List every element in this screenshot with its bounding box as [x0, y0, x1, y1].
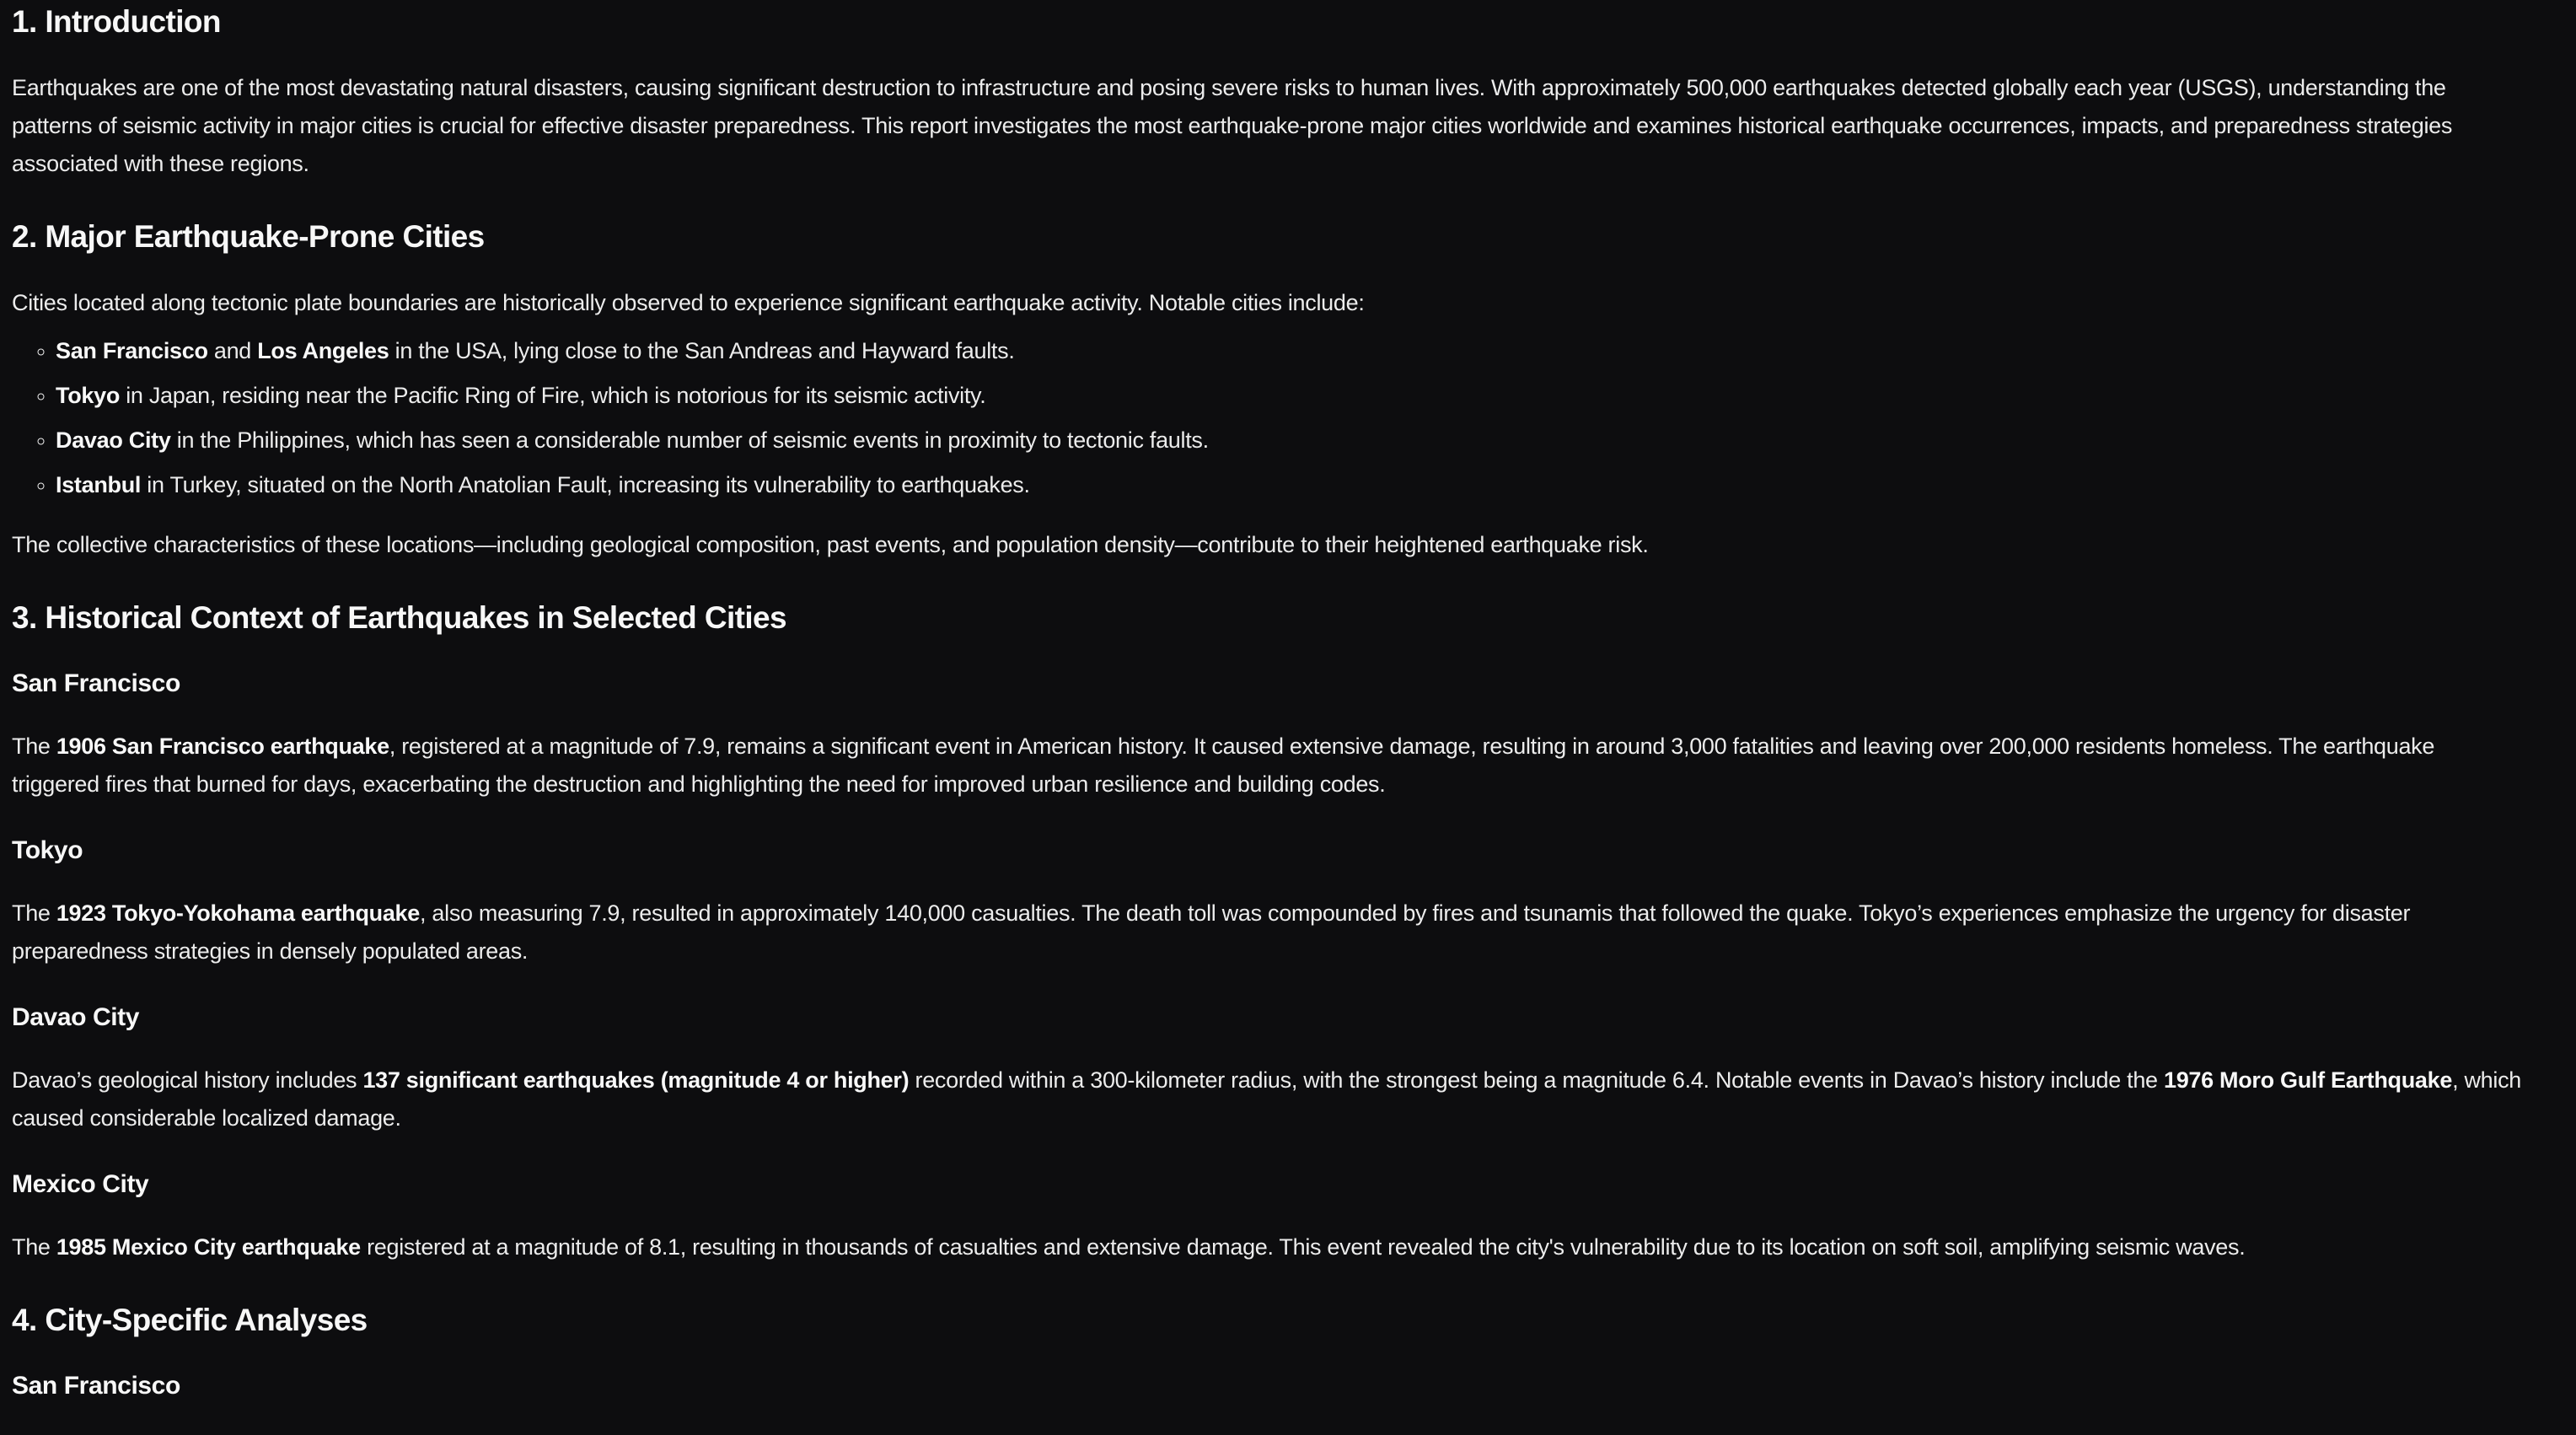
introduction-paragraph: Earthquakes are one of the most devastating natural disasters, causing significant destruction to infrastructure and posing severe risks to human lives. With approximately 500,000 earthquakes detected globally each year (USGS), understanding the patterns of seismic activity in major cities is crucial for effective disaster preparedness. This report investigates the most earthquake-prone major cities worldwide and examines historical earthquake occurrences, impacts, and preparedness strategies associated with these regions.: [12, 75, 2453, 176]
section-heading-prone-cities: 2. Major Earthquake-Prone Cities: [12, 219, 485, 254]
city-paragraph-davao-city: Davao’s geological history includes 137 significant earthquakes (magnitude 4 or higher) recorded within a 300-kilometer radius, with the strongest being a magnitude 6.4. Notable events in Davao’s history include the 1976 Moro Gulf Earthquake, which caused considerable localized damage.: [12, 1067, 2522, 1131]
section-heading-city-analyses: 4. City-Specific Analyses: [12, 1303, 368, 1337]
prone-cities-list: [12, 332, 2525, 504]
city-paragraph-mexico-city: The 1985 Mexico City earthquake registered at a magnitude of 8.1, resulting in thousands of casualties and extensive damage. This event revealed the city's vulnerability due to its location on soft soil, amplifying seismic waves.: [12, 1234, 2246, 1260]
city-subheading-davao-city: Davao City: [12, 1003, 140, 1031]
city-paragraph-tokyo: The 1923 Tokyo-Yokohama earthquake, also measuring 7.9, resulted in approximately 140,000 casualties. The death toll was compounded by fires and tsunamis that followed the quake. Tokyo’s experiences emphasize the urgency for disaster preparedness strategies in densely populated areas.: [12, 900, 2411, 964]
list-item-san-francisco-los-angeles: ◦ San Francisco and Los Angeles in the USA, lying close to the San Andreas and Hayward faults.: [56, 332, 2525, 370]
section-heading-historical-context: 3. Historical Context of Earthquakes in Selected Cities: [12, 600, 786, 635]
city-subheading-tokyo: Tokyo: [12, 836, 83, 864]
prone-cities-closing-paragraph: The collective characteristics of these locations—including geological composition, past events, and population density—contribute to their heightened earthquake risk.: [12, 532, 1649, 557]
list-item-davao-city: ◦ Davao City in the Philippines, which has seen a considerable number of seismic events in proximity to tectonic faults.: [56, 422, 2525, 460]
city-subheading-mexico-city: Mexico City: [12, 1170, 149, 1198]
analyses-subheading-san-francisco: San Francisco: [12, 1372, 180, 1400]
prone-cities-intro-paragraph: Cities located along tectonic plate boundaries are historically observed to experience significant earthquake activity. Notable cities include:: [12, 290, 1365, 315]
list-item-tokyo: ◦ Tokyo in Japan, residing near the Pacific Ring of Fire, which is notorious for its seismic activity.: [56, 377, 2525, 415]
city-subheading-san-francisco: San Francisco: [12, 669, 180, 697]
city-paragraph-san-francisco: The 1906 San Francisco earthquake, registered at a magnitude of 7.9, remains a significant event in American history. It caused extensive damage, resulting in around 3,000 fatalities and leaving over 200,000 residents homeless. The earthquake triggered fires that burned for days, exacerbating the destruction and highlighting the need for improved urban resilience and building codes.: [12, 734, 2435, 797]
section-heading-introduction: 1. Introduction: [12, 4, 221, 39]
list-item-istanbul: ◦ Istanbul in Turkey, situated on the North Anatolian Fault, increasing its vulnerability to earthquakes.: [56, 466, 2525, 504]
